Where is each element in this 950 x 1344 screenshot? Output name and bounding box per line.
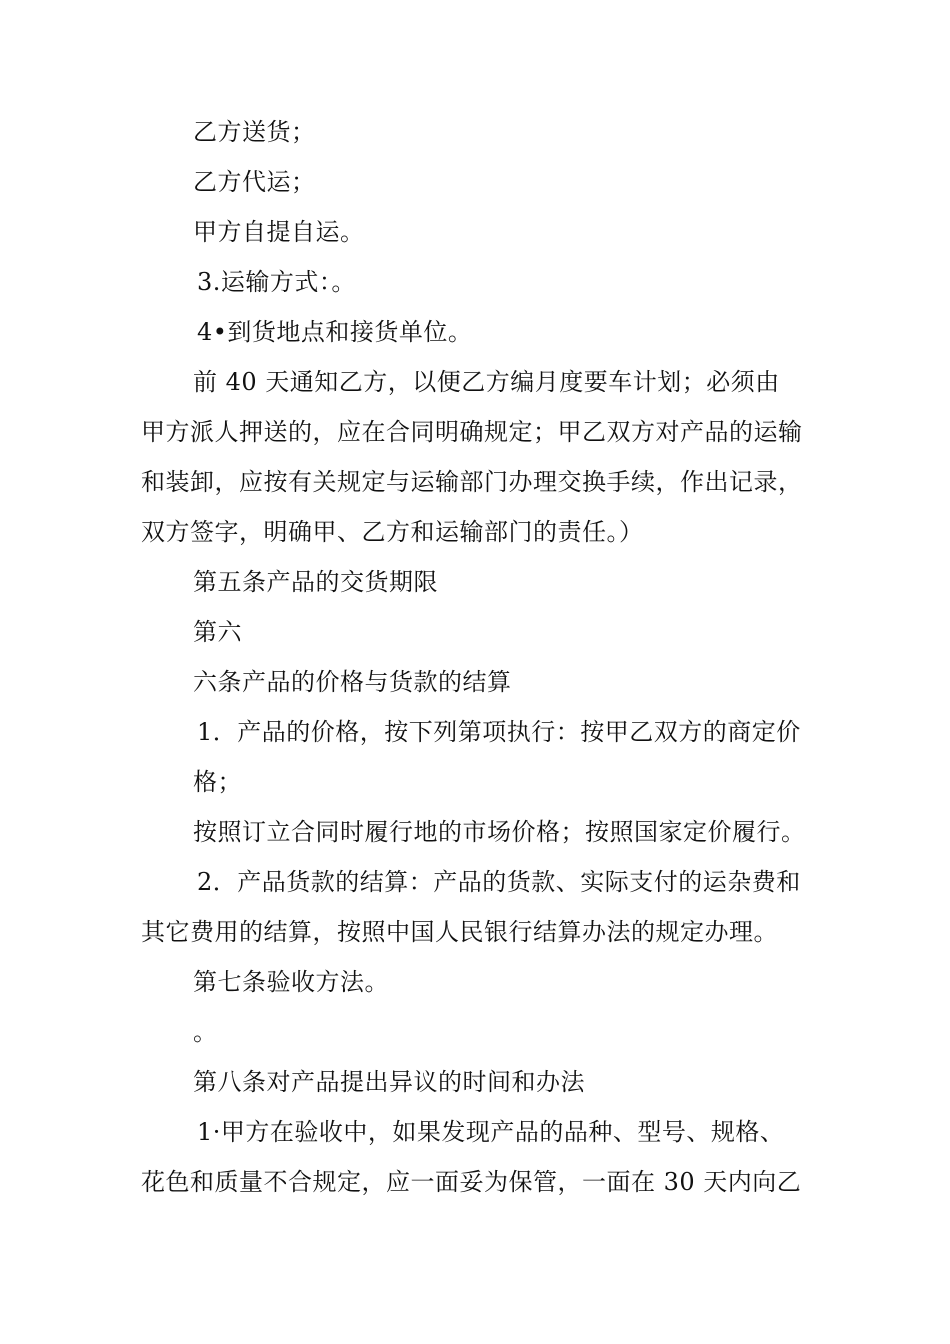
text-line-19: 。 xyxy=(193,1018,218,1046)
text-line-15: 按照订立合同时履行地的市场价格；按照国家定价履行。 xyxy=(193,818,806,846)
text-line-16: 2．产品货款的结算：产品的货款、实际支付的运杂费和 xyxy=(197,868,801,896)
text-line-11: 第六 xyxy=(193,618,242,646)
text-line-7: 甲方派人押送的，应在合同明确规定；甲乙双方对产品的运输 xyxy=(141,418,803,446)
text-line-4: 3.运输方式：。 xyxy=(197,268,356,296)
text-line-3: 甲方自提自运。 xyxy=(193,218,365,246)
text-line-10: 第五条产品的交货期限 xyxy=(193,568,438,596)
text-line-17: 其它费用的结算，按照中国人民银行结算办法的规定办理。 xyxy=(141,918,778,946)
text-line-21: 1·甲方在验收中，如果发现产品的品种、型号、规格、 xyxy=(197,1118,785,1146)
text-line-5: 4•到货地点和接货单位。 xyxy=(197,318,473,346)
text-line-2: 乙方代运； xyxy=(193,168,316,196)
text-line-12: 六条产品的价格与货款的结算 xyxy=(193,668,512,696)
text-line-13: 1．产品的价格，按下列第项执行：按甲乙双方的商定价 xyxy=(197,718,801,746)
text-line-14: 格； xyxy=(193,768,242,796)
text-line-20: 第八条对产品提出异议的时间和办法 xyxy=(193,1068,585,1096)
text-line-6: 前 40 天通知乙方，以便乙方编月度要车计划；必须由 xyxy=(193,368,780,396)
text-line-18: 第七条验收方法。 xyxy=(193,968,389,996)
text-line-9: 双方签字，明确甲、乙方和运输部门的责任。） xyxy=(141,518,644,546)
text-line-22: 花色和质量不合规定，应一面妥为保管，一面在 30 天内向乙 xyxy=(141,1168,802,1196)
text-line-1: 乙方送货； xyxy=(193,118,316,146)
text-line-8: 和装卸，应按有关规定与运输部门办理交换手续，作出记录， xyxy=(141,468,803,496)
